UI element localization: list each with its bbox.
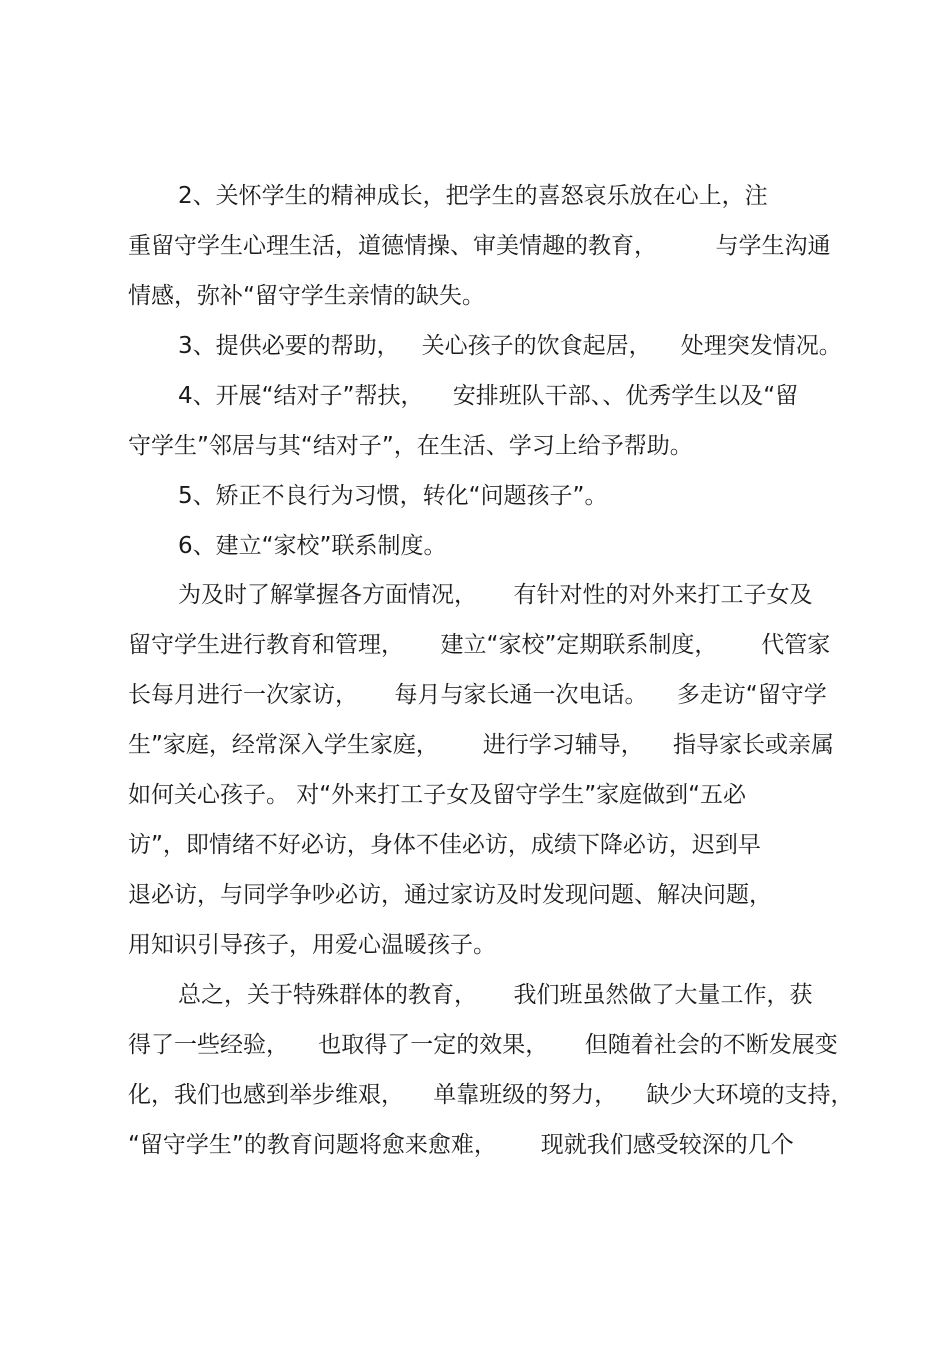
paragraph-line-13: 如何关心孩子。 对“外来打工子女及留守学生”家庭做到“五必 [128, 782, 747, 808]
paragraph-line-17: 总之，关于特殊群体的教育， 我们班虽然做了大量工作，获 [178, 982, 813, 1008]
paragraph-line-11: 长每月进行一次家访， 每月与家长通一次电话。 多走访“留守学 [128, 682, 827, 708]
paragraph-line-7: 5、矫正不良行为习惯，转化“问题孩子”。 [178, 483, 608, 509]
paragraph-line-6: 守学生”邻居与其“结对子”，在生活、学习上给予帮助。 [128, 433, 693, 459]
paragraph-line-12: 生”家庭，经常深入学生家庭， 进行学习辅导， 指导家长或亲属 [128, 732, 835, 758]
paragraph-line-3: 情感，弥补“留守学生亲情的缺失。 [128, 283, 485, 309]
paragraph-line-15: 退必访，与同学争吵必访，通过家访及时发现问题、解决问题， [128, 882, 772, 908]
paragraph-line-5: 4、开展“结对子”帮扶， 安排班队干部、、优秀学生以及“留 [178, 383, 799, 409]
paragraph-line-18: 得了一些经验， 也取得了一定的效果， 但随着社会的不断发展变 [128, 1032, 838, 1058]
paragraph-line-1: 2、关怀学生的精神成长，把学生的喜怒哀乐放在心上，注 [178, 183, 768, 209]
paragraph-line-19: 化，我们也感到举步维艰， 单靠班级的努力， 缺少大环境的支持， [128, 1082, 854, 1108]
paragraph-line-20: “留守学生”的教育问题将愈来愈难， 现就我们感受较深的几个 [128, 1132, 794, 1158]
paragraph-line-8: 6、建立“家校”联系制度。 [178, 533, 447, 559]
paragraph-line-16: 用知识引导孩子，用爱心温暖孩子。 [128, 932, 496, 958]
paragraph-line-4: 3、提供必要的帮助， 关心孩子的饮食起居， 处理突发情况。 [178, 333, 842, 359]
paragraph-line-14: 访”，即情绪不好必访，身体不佳必访，成绩下降必访，迟到早 [128, 832, 761, 858]
paragraph-line-9: 为及时了解掌握各方面情况， 有针对性的对外来打工子女及 [178, 582, 813, 608]
paragraph-line-2: 重留守学生心理生活，道德情操、审美情趣的教育， 与学生沟通 [128, 233, 831, 259]
paragraph-line-10: 留守学生进行教育和管理， 建立“家校”定期联系制度， 代管家 [128, 632, 831, 658]
